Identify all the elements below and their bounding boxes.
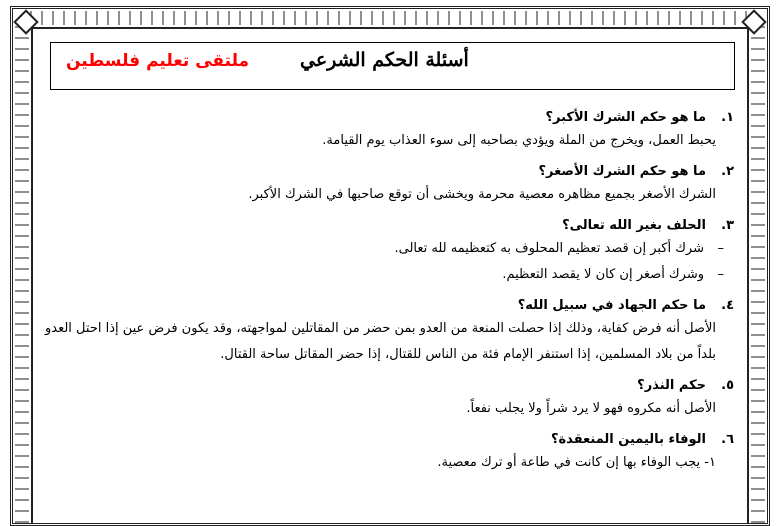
answer-text: ١- يجب الوفاء بها إن كانت في طاعة أو ترك معصية. xyxy=(437,455,716,470)
question-text: ما هو حكم الشرك الأصغر؟ xyxy=(538,164,706,179)
question-number: ٤. xyxy=(721,298,734,313)
answer-text: الأصل أنه فرض كفاية، وذلك إذا حصلت المنعة من العدو بمن حضر من المقاتلين لمواجهته، وقد يكون فرض عين إذا احتل العدو بلداً من بلاد المسلمين، إذا استنفر الإمام فئة من الناس للقتال، إذا حضر المقاتل ساحة القتال. xyxy=(44,321,716,362)
answer-bullet: – شرك أكبر إن قصد تعظيم المحلوف به كتعظيمه لله تعالى. xyxy=(34,236,704,262)
page-title: أسئلة الحكم الشرعي xyxy=(300,49,469,71)
answer-text: الأصل أنه مكروه فهو لا يرد شراً ولا يجلب نفعاً. xyxy=(466,401,716,416)
questions-list xyxy=(34,100,734,476)
question-number: ٢. xyxy=(721,164,734,179)
site-name: ملتقى تعليم فلسطين xyxy=(66,51,250,71)
question-text: الوفاء باليمين المنعقدة؟ xyxy=(550,432,706,447)
answer-text: يحبط العمل، ويخرج من الملة ويؤدي بصاحبه إلى سوء العذاب يوم القيامة. xyxy=(322,133,716,148)
question-text: الحلف بغير الله تعالى؟ xyxy=(562,218,706,233)
question-item xyxy=(34,162,734,208)
question-number: ١. xyxy=(721,110,734,125)
question-item xyxy=(34,216,734,288)
answer-bullet: – وشرك أصغر إن كان لا يقصد التعظيم. xyxy=(34,262,704,288)
question-text: ما هو حكم الشرك الأكبر؟ xyxy=(545,110,706,125)
answer-bullets xyxy=(34,236,734,288)
border-chain-top xyxy=(27,11,753,25)
question-item xyxy=(34,296,734,368)
question-number: ٥. xyxy=(721,378,734,393)
border-chain-right xyxy=(751,23,765,523)
question-item xyxy=(34,108,734,154)
question-number: ٦. xyxy=(721,432,734,447)
question-text: ما حكم الجهاد في سبيل الله؟ xyxy=(517,298,706,313)
question-text: حكم النذر؟ xyxy=(637,378,706,393)
answer-text: الشرك الأصغر بجميع مظاهره معصية محرمة ويخشى أن توقع صاحبها في الشرك الأكبر. xyxy=(248,187,716,202)
question-number: ٣. xyxy=(721,218,734,233)
border-chain-left xyxy=(15,23,29,523)
question-item xyxy=(34,376,734,422)
question-item xyxy=(34,430,734,476)
